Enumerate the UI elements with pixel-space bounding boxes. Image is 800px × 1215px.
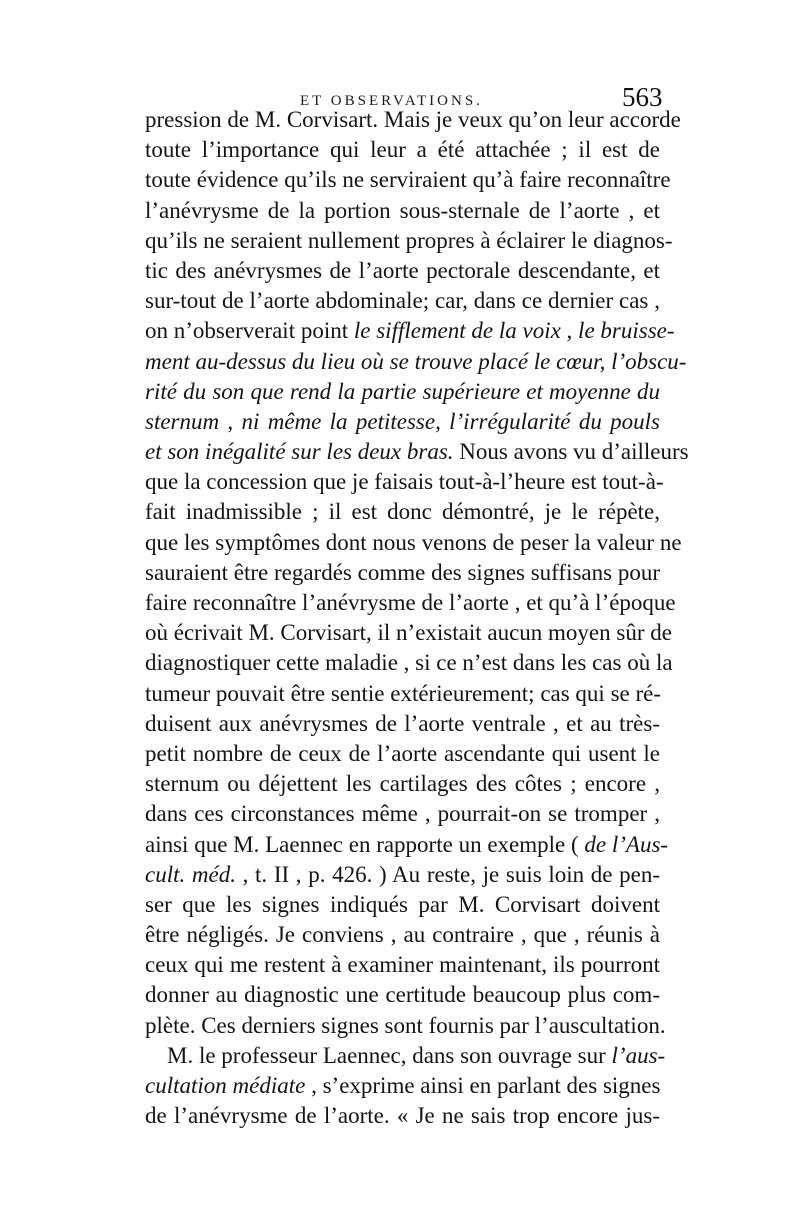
text-line: [145, 799, 660, 829]
text-segment: faire reconnaître l’anévrysme de l’aorte , et qu’à l’époque: [145, 590, 676, 615]
text-line: [145, 1011, 666, 1041]
text-line: [145, 618, 672, 648]
text-segment: toute l’importance qui leur a été attachée ; il est de: [145, 137, 660, 163]
text-line: [145, 920, 660, 950]
text-line: [145, 890, 660, 920]
text-line: [145, 196, 660, 226]
text-segment: fait inadmissible ; il est donc démontré, je le répète,: [145, 499, 660, 525]
text-segment: pression de M. Corvisart. Mais je veux qu’on leur accorde: [145, 107, 681, 132]
page-number: 563: [622, 82, 663, 112]
italic-text: sternum , ni même la petitesse, l’irrégularité du pouls: [145, 408, 660, 434]
text-line: [145, 679, 660, 709]
body-text: [145, 105, 689, 1131]
text-segment: duisent aux anévrysmes de l’aorte ventrale , et au très-: [145, 710, 660, 736]
text-line: [145, 830, 669, 860]
text-line: [145, 256, 660, 286]
text-segment: tic des anévrysmes de l’aorte pectorale descendante, et: [145, 257, 660, 283]
text-line: [145, 769, 660, 799]
text-segment: donner au diagnostic une certitude beaucoup plus com-: [145, 982, 660, 1008]
text-line: [145, 739, 660, 769]
text-segment: petit nombre de ceux de l’aorte ascendante qui usent le: [145, 740, 660, 766]
text-segment: être négligés. Je conviens , au contraire , que , réunis à: [145, 922, 660, 948]
text-segment: Nous avons vu d’ailleurs: [453, 439, 689, 465]
text-line: [145, 1041, 666, 1071]
text-line: [145, 437, 689, 467]
italic-text: l’aus-: [611, 1042, 666, 1068]
text-line: [145, 165, 671, 195]
text-line: [145, 528, 682, 558]
text-line: [145, 558, 660, 588]
text-line: [145, 467, 664, 497]
italic-text: et son inégalité sur les deux bras.: [145, 439, 454, 465]
text-segment: dans ces circonstances même , pourrait-on se tromper ,: [145, 801, 660, 827]
text-line: [145, 1101, 660, 1131]
text-line: [145, 377, 660, 407]
text-segment: que les symptômes dont nous venons de peser la valeur ne: [145, 529, 682, 555]
text-line: [145, 648, 673, 678]
text-line: [145, 286, 660, 316]
text-segment: où écrivait M. Corvisart, il n’existait aucun moyen sûr de: [145, 620, 672, 646]
italic-text: de l’Aus-: [584, 831, 669, 857]
text-segment: sur-tout de l’aorte abdominale; car, dans ce dernier cas ,: [145, 288, 660, 314]
text-line: [145, 1071, 660, 1101]
text-line: [145, 226, 673, 256]
italic-text: cultation médiate: [145, 1073, 306, 1098]
text-line: [145, 135, 660, 165]
text-line: [145, 497, 660, 527]
text-segment: on n’observerait point: [145, 318, 354, 344]
italic-text: rité du son que rend la partie supérieure et moyenne du: [145, 378, 660, 404]
text-segment: M. le professeur Laennec, dans son ouvrage sur: [167, 1042, 612, 1068]
text-segment: qu’ils ne seraient nullement propres à éclairer le diagnos-: [145, 227, 673, 253]
text-line: [145, 105, 681, 135]
text-segment: de l’anévrysme de l’aorte. « Je ne sais trop encore jus-: [145, 1103, 660, 1129]
italic-text: ment au-dessus du lieu où se trouve placé le cœur, l’obscu-: [145, 348, 687, 374]
text-line: [145, 980, 660, 1010]
italic-text: le sifflement de la voix , le bruisse-: [353, 318, 675, 344]
text-segment: toute évidence qu’ils ne serviraient qu’à faire reconnaître: [145, 167, 671, 193]
text-line: [145, 316, 675, 346]
text-segment: ainsi que M. Laennec en rapporte un exemple (: [145, 831, 585, 857]
italic-text: cult. méd.: [145, 861, 236, 887]
text-segment: ceux qui me restent à examiner maintenant, ils pourront: [145, 952, 660, 978]
text-line: [145, 950, 660, 980]
text-segment: tumeur pouvait être sentie extérieurement; cas qui se ré-: [145, 680, 662, 706]
text-segment: , s’exprime ainsi en parlant des signes: [305, 1073, 661, 1098]
text-line: [145, 407, 660, 437]
text-segment: sauraient être regardés comme des signes suffisans pour: [145, 559, 660, 585]
text-segment: que la concession que je faisais tout-à-l’heure est tout-à-: [145, 469, 664, 495]
text-segment: ser que les signes indiqués par M. Corvisart doivent: [145, 891, 660, 917]
text-line: [145, 347, 687, 377]
text-segment: plète. Ces derniers signes sont fournis par l’auscultation.: [145, 1012, 666, 1038]
text-line: [145, 860, 660, 890]
running-head: ET OBSERVATIONS.: [300, 93, 483, 109]
text-segment: sternum ou déjettent les cartilages des côtes ; encore ,: [145, 771, 660, 797]
text-segment: , t. II , p. 426. ) Au reste, je suis loin de pen-: [235, 861, 660, 887]
text-line: [145, 709, 660, 739]
text-segment: diagnostiquer cette maladie , si ce n’est dans les cas où la: [145, 650, 673, 676]
text-segment: l’anévrysme de la portion sous-sternale de l’aorte , et: [145, 197, 660, 223]
text-line: [145, 588, 676, 618]
